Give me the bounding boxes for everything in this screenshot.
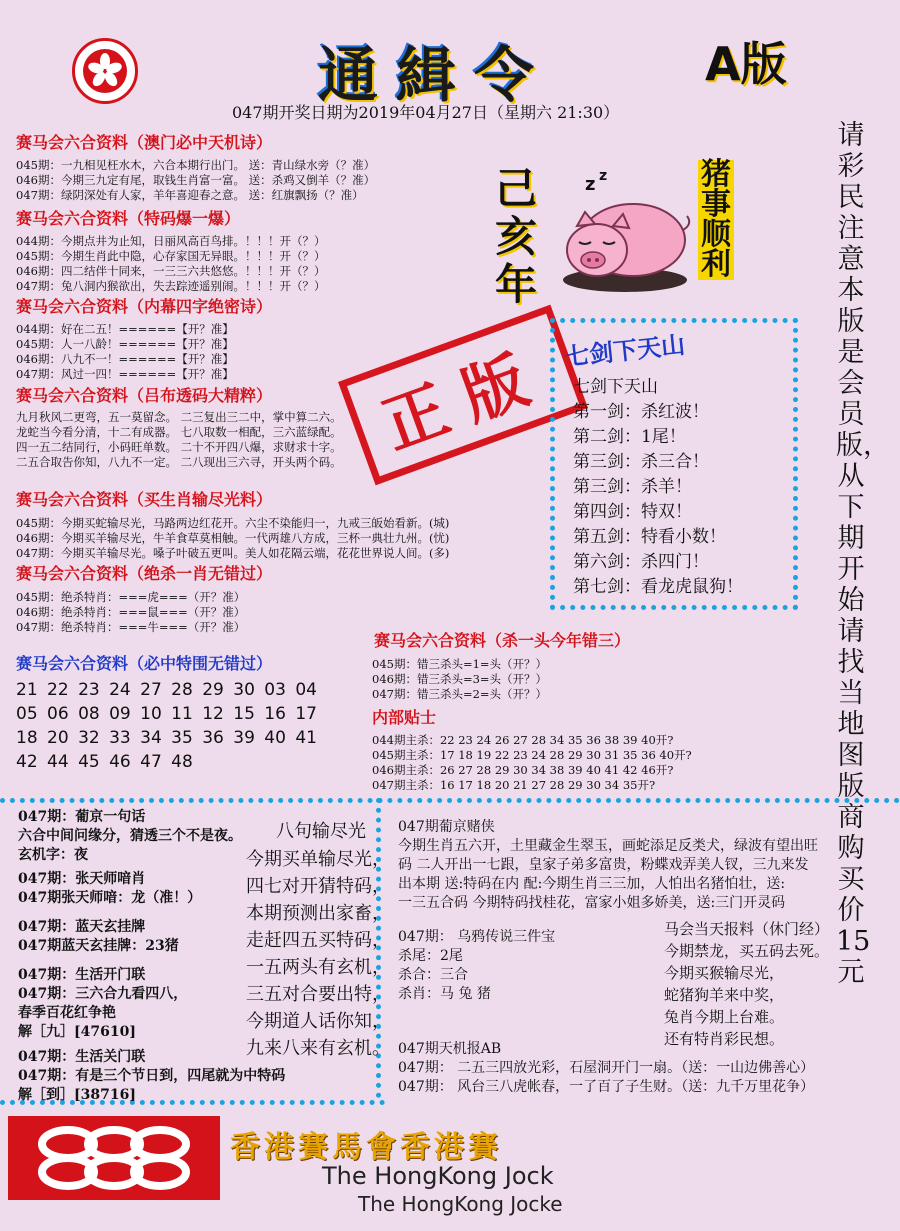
list-item: 杀合：三合: [398, 967, 468, 983]
secret-poem-list: [16, 322, 234, 382]
section-title-macau-poem: 赛马会六合资料（澳门必中天机诗）: [16, 133, 273, 152]
list-item: 今期生肖五六开，土里藏金生翠玉，画蛇添足反类犬，绿波有望出旺: [398, 838, 818, 854]
section-title-special-burst: 赛马会六合资料（特码爆一爆）: [16, 209, 241, 228]
lubu-list: [16, 410, 342, 470]
club-report: [664, 918, 829, 1050]
list-item: 047期：有是三个节日到，四尾就为中特码: [18, 1068, 286, 1084]
list-item: 046期：错三杀头=3=头（开？）: [372, 672, 548, 686]
section-title-zodiac-lose: 赛马会六合资料（买生肖输尽光料）: [16, 490, 273, 509]
list-item: 047期主杀：16 17 18 20 21 27 28 29 30 34 35开?: [372, 778, 656, 792]
list-item: 第四剑：特双！: [573, 502, 692, 522]
list-item: 一五两头有玄机，: [246, 957, 390, 978]
svg-text:z: z: [599, 168, 608, 184]
list-item: 马会当天报料（休门经）: [664, 920, 830, 938]
macau-poem-list: [16, 158, 375, 203]
list-item: 047期天机报AB: [398, 1041, 502, 1057]
list-item: 046期：四二结伴十同来，一三三六共悠悠。！！！开（？）: [16, 264, 326, 278]
year-label: 己亥年: [495, 164, 538, 309]
list-item: 047期：风过一四！======【开？准】: [16, 367, 234, 381]
list-item: 七剑下天山: [573, 377, 658, 397]
list-item: 046期：八九不一！======【开？准】: [16, 352, 234, 366]
section-title-kill-head: 赛马会六合资料（杀一头今年错三）: [374, 631, 631, 650]
open-door-couplet: [18, 966, 187, 1042]
list-item: 047期：错三杀头=2=头（开？）: [372, 687, 548, 701]
version-label: A版: [705, 37, 787, 91]
jockey-club-logo: [8, 1116, 220, 1200]
list-item: 九月秋风二更弯，五一莫留念。 二三复出三二中，掌中算二六。: [16, 410, 342, 424]
list-item: 047期：三六合九看四八，: [18, 986, 188, 1002]
list-item: 码 二人开出一七跟，皇家子弟多富贵，粉蝶戏弄美人钗，三九来发: [398, 857, 809, 873]
list-item: 杀尾：2尾: [398, 948, 463, 964]
number-grid: [16, 678, 317, 774]
hksar-emblem: [72, 38, 138, 104]
jockey-club-cn: 香港賽馬會香港賽: [230, 1130, 502, 1165]
number-row: 05 06 08 09 10 11 12 15 16 17: [16, 704, 317, 724]
list-item: 二五合取告你知，八九不一定。 二八现出三六寻，开头两个码。: [16, 455, 342, 469]
list-item: 今期禁龙，买五码去死。: [664, 942, 830, 960]
list-item: 045期：绝杀特肖：===虎===（开？准）: [16, 590, 246, 604]
sky-report: [398, 1040, 814, 1097]
list-item: 第一剑：杀红波！: [573, 402, 709, 422]
poem-heading: 八句输尽光: [276, 821, 366, 842]
page-title: 通緝令: [318, 41, 552, 111]
list-item: 六合中间问缘分，猜透三个不是夜。: [18, 828, 242, 844]
list-item: 047期：绿阴深处有人家，羊年喜迎春之意。 送：红旗飘扬（？准）: [16, 188, 364, 202]
list-item: 解［到］[38716]: [18, 1087, 136, 1103]
draw-date: 047期开奖日期为2019年04月27日（星期六 21:30）: [232, 103, 620, 122]
pig-icon: [555, 168, 695, 298]
list-item: 本期预测出家畜，: [246, 903, 390, 924]
list-item: 044期：今期点井为止知，日丽风高百鸟排。！！！开（？）: [16, 234, 326, 248]
seven-swords-list: [573, 375, 743, 600]
number-row: 21 22 23 24 27 28 29 30 03 04: [16, 680, 317, 700]
list-item: 047期： 乌鸦传说三件宝: [398, 929, 556, 945]
poem-lines: [246, 846, 390, 1062]
section-title-secret-poem: 赛马会六合资料（内幕四字绝密诗）: [16, 297, 273, 316]
insider-tips-list: [372, 733, 692, 793]
list-item: 走赶四五买特码，: [246, 930, 390, 951]
number-row: 18 20 32 33 34 35 36 39 40 41: [16, 728, 317, 748]
list-item: 蛇猪狗羊来中奖，: [664, 986, 785, 1004]
tianshi-hint: [18, 870, 201, 908]
member-notice: 请彩民注意本版是会员版，从下期开始请找当地图版商购买价15元: [836, 120, 890, 988]
list-item: 047期：蓝天玄挂牌: [18, 919, 146, 935]
list-item: 第三剑：杀三合！: [573, 452, 709, 472]
list-item: 春季百花红争艳: [18, 1005, 116, 1021]
list-item: 045期：今期生肖此中隐，心存家国无异眼。！！！开（？）: [16, 249, 326, 263]
list-item: 解［九］[47610]: [18, 1024, 136, 1040]
list-item: 047期蓝天玄挂牌：23猪: [18, 938, 179, 954]
list-item: 还有特肖彩民想。: [664, 1030, 785, 1048]
list-item: 046期：今期三九定有尾，取钱生肖富一富。 送：杀鸡又倒羊（？准）: [16, 173, 376, 187]
list-item: 047期：生活开门联: [18, 967, 146, 983]
list-item: 玄机字：夜: [18, 847, 88, 863]
jockey-club-en-2: The HongKong Jocke: [358, 1192, 563, 1216]
divider: [0, 798, 900, 803]
section-title-insider-tips: 内部贴士: [372, 708, 437, 727]
list-item: 047期：葡京一句话: [18, 809, 146, 825]
bauhinia-icon: [75, 41, 135, 101]
number-row: 42 44 45 46 47 48: [16, 752, 193, 772]
list-item: 046期：今期买羊输尽光，牛羊食草莫相触。一代两雄八方成，三杯一典壮九州。(忧): [16, 531, 450, 545]
list-item: 045期：错三杀头=1=头（开？）: [372, 657, 548, 671]
list-item: 龙蛇当今看分清，十二有成器。 七八取数一相配，三六蓝绿配。: [16, 425, 342, 439]
macau-one-word: [18, 808, 242, 865]
kill-head-list: [372, 657, 547, 702]
list-item: 047期张天师喑：龙（准！）: [18, 890, 202, 906]
list-item: 今期买猴输尽光，: [664, 964, 785, 982]
kill-zodiac-list: [16, 590, 245, 635]
list-item: 046期主杀：26 27 28 29 30 34 38 39 40 41 42 46开?: [372, 763, 674, 777]
list-item: 045期主杀：17 18 19 22 23 24 28 29 30 31 35 36 40开?: [372, 748, 692, 762]
jockey-club-icon: [8, 1116, 220, 1200]
seven-swords-box: [550, 318, 798, 610]
zodiac-lose-list: [16, 516, 449, 561]
gambler-title: 047期葡京赌侠: [398, 819, 495, 835]
list-item: 第五剑：特看小数！: [573, 527, 726, 547]
blue-sky-board: [18, 918, 179, 956]
list-item: 045期：一九相见枉水木，六合本期行出门。 送：青山绿水旁（？准）: [16, 158, 376, 172]
list-item: 三五对合要出特，: [246, 984, 390, 1005]
jockey-club-en-1: The HongKong Jock: [322, 1162, 554, 1190]
list-item: 第二剑：1尾！: [573, 427, 686, 447]
list-item: 四一五二结同行，小码旺单数。 二十不开四八爆，求财求十字。: [16, 440, 342, 454]
list-item: 047期：兔八洞内猴欲出，失去踪迹遥别闹。！！！开（？）: [16, 279, 326, 293]
list-item: 044期主杀：22 23 24 26 27 28 34 35 36 38 39 40开?: [372, 733, 674, 747]
list-item: 044期：好在二五！======【开？准】: [16, 322, 234, 336]
list-item: 047期： 风台三八虎帐春，一了百了子生财。（送：九千万里花争）: [398, 1079, 815, 1095]
authentic-stamp: 正版: [338, 305, 588, 486]
special-burst-list: [16, 234, 325, 294]
list-item: 第六剑：杀四门！: [573, 552, 709, 572]
list-item: 杀肖：马 兔 猪: [398, 986, 491, 1002]
list-item: 出本期 送:特码在内 配:今期生肖三三加，人怕出名猪怕壮，送:: [398, 876, 786, 892]
list-item: 兔肖今期上台难。: [664, 1008, 785, 1026]
section-title-lubu: 赛马会六合资料（吕布透码大精粹）: [16, 386, 273, 405]
list-item: 047期：张天师喑肖: [18, 871, 146, 887]
seven-swords-banner: 七剑下天山: [564, 329, 687, 372]
list-item: 四七对开猜特码，: [246, 876, 390, 897]
list-item: 045期：人一八龄！======【开？准】: [16, 337, 234, 351]
list-item: 今期买单输尽光，: [246, 849, 390, 870]
macau-gambler: [398, 818, 818, 913]
list-item: 047期：绝杀特肖：===牛===（开？准）: [16, 620, 246, 634]
list-item: 第七剑：看龙虎鼠狗！: [573, 577, 743, 597]
section-title-kill-zodiac: 赛马会六合资料（绝杀一肖无错过）: [16, 564, 273, 583]
list-item: 045期：今期买蛇输尽光，马路两边红花开。六尘不染能归一，九戒三皈始看新。(城): [16, 516, 450, 530]
list-item: 047期：生活关门联: [18, 1049, 146, 1065]
svg-text:z: z: [585, 174, 596, 195]
section-title-special-range: 赛马会六合资料（必中特围无错过）: [16, 654, 273, 673]
crow-legend: [398, 928, 555, 1004]
list-item: 一三五合码 今期特码找桂花，富家小姐多娇美，送:三门开灵码: [398, 895, 786, 911]
slogan-label: 猪事顺利: [698, 160, 734, 280]
list-item: 今期道人话你知，: [246, 1011, 390, 1032]
list-item: 047期：今期买羊输尽光。嗓子叶破五更叫。美人如花隔云端，花花世界说人间。(多): [16, 546, 450, 560]
list-item: 046期：绝杀特肖：===鼠===（开？准）: [16, 605, 246, 619]
list-item: 九来八来有玄机。: [246, 1038, 390, 1059]
list-item: 第三剑：杀羊！: [573, 477, 692, 497]
list-item: 047期： 二五三四放光彩，石屋洞开门一扇。（送：一山边佛善心）: [398, 1060, 815, 1076]
